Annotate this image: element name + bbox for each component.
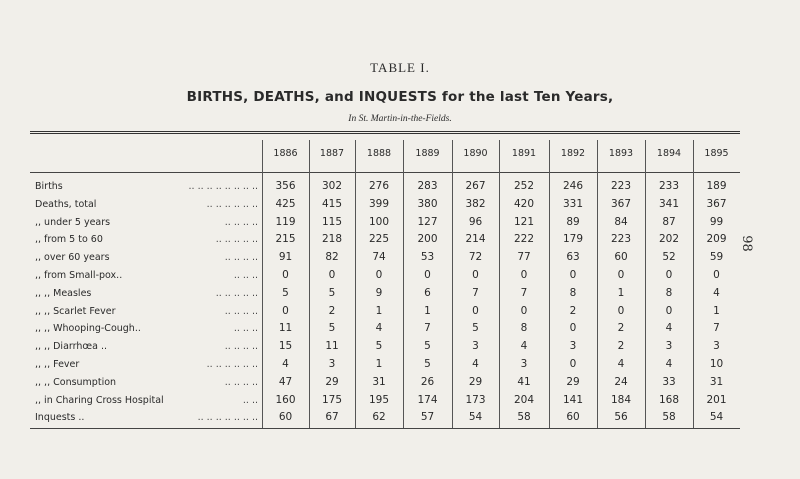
row-label: ,, over 60 years: [35, 252, 110, 264]
row-leader-dots: .. ..: [242, 394, 258, 406]
table-cell: 57: [420, 411, 435, 424]
row-label: ,, in Charing Cross Hospital: [35, 394, 164, 406]
table-cell: 100: [368, 215, 390, 228]
row-leader-dots: .. .. .. ..: [224, 252, 258, 264]
table-cell: 4: [375, 322, 383, 335]
table-cell: 58: [662, 411, 676, 424]
table-cell: 0: [569, 358, 577, 370]
table-cell: 4: [617, 358, 625, 370]
table-cell: 2: [617, 340, 625, 353]
table-cell: 214: [465, 233, 486, 246]
table-cell: 2: [617, 322, 625, 335]
table-cell: 331: [562, 197, 584, 210]
table-cell: 184: [610, 393, 632, 406]
table-cell: 173: [465, 393, 486, 406]
table-cell: 5: [424, 358, 431, 370]
table-cell: 54: [709, 411, 724, 424]
table-cell: 58: [517, 411, 531, 424]
table-cell: 1: [617, 286, 625, 299]
table-cell: 202: [658, 233, 680, 246]
table-cell: 0: [472, 304, 479, 317]
table-cell: 233: [658, 180, 680, 192]
table-cell: 1: [713, 304, 720, 317]
table-cell: 252: [513, 180, 535, 192]
row-label: ,, from Small-pox..: [35, 270, 123, 281]
table-cell: 3: [472, 340, 479, 353]
table-cell: 200: [417, 233, 438, 246]
table-cell: 5: [328, 322, 336, 335]
table-cell: 283: [417, 180, 438, 192]
table-cell: 4: [520, 340, 528, 353]
table-cell: 201: [706, 393, 727, 406]
year-header: 1888: [366, 148, 392, 159]
table-cell: 223: [610, 180, 632, 192]
table-cell: 3: [665, 340, 673, 353]
row-leader-dots: .. .. .. .. .. ..: [206, 359, 258, 370]
table-cell: 380: [417, 197, 438, 210]
table-cell: 4: [665, 358, 673, 370]
table-cell: 11: [325, 340, 339, 353]
table-cell: 2: [328, 304, 336, 317]
table-cell: 399: [368, 197, 390, 210]
table-cell: 175: [321, 393, 343, 406]
table-cell: 267: [465, 180, 486, 192]
table-cell: 127: [417, 215, 438, 228]
table-cell: 41: [517, 375, 531, 388]
table-cell: 7: [713, 322, 720, 335]
table-cell: 62: [372, 411, 386, 424]
table-cell: 4: [472, 358, 479, 370]
table-place-caption: In St. Martin-in-the-Fields.: [348, 114, 452, 124]
table-cell: 218: [321, 233, 343, 246]
row-leader-dots: .. .. .. .. .. .. ..: [197, 412, 258, 424]
table-cell: 6: [424, 286, 431, 299]
table-cell: 115: [321, 215, 343, 228]
table-cell: 179: [562, 233, 584, 246]
row-leader-dots: .. .. ..: [233, 323, 258, 335]
table-cell: 3: [520, 358, 528, 370]
table-cell: 63: [566, 251, 580, 264]
row-leader-dots: .. .. ..: [233, 270, 258, 281]
table-cell: 96: [468, 215, 483, 228]
table-cell: 209: [706, 233, 727, 246]
table-cell: 47: [278, 375, 293, 388]
row-label: ,, ,, Measles: [35, 287, 92, 299]
year-header: 1895: [704, 148, 729, 159]
table-cell: 0: [472, 269, 479, 281]
year-header: 1889: [415, 148, 440, 159]
table-cell: 29: [325, 375, 339, 388]
table-cell: 7: [472, 286, 479, 299]
row-label: ,, ,, Diarrhœa ..: [35, 341, 107, 353]
table-cell: 60: [278, 411, 293, 424]
table-cell: 0: [665, 304, 673, 317]
table-cell: 1: [424, 304, 431, 317]
table-cell: 74: [372, 251, 386, 264]
table-cell: 420: [513, 197, 535, 210]
table-cell: 5: [282, 286, 289, 299]
row-leader-dots: .. .. .. .. .. .. .. ..: [188, 181, 258, 192]
table-cell: 24: [614, 375, 628, 388]
table-cell: 29: [468, 375, 483, 388]
row-leader-dots: .. .. .. ..: [224, 305, 258, 317]
table-cell: 0: [569, 269, 577, 281]
table-subtitle: BIRTHS, DEATHS, and INQUESTS for the last Ten Years,: [186, 89, 614, 105]
table-cell: 5: [328, 286, 336, 299]
table-cell: 56: [614, 411, 628, 424]
table-cell: 425: [275, 197, 296, 210]
table-cell: 31: [709, 375, 724, 388]
table-cell: 0: [520, 304, 528, 317]
row-leader-dots: .. .. .. .. ..: [215, 234, 258, 246]
table-cell: 168: [658, 393, 680, 406]
year-header: 1886: [273, 148, 298, 159]
row-label: ,, ,, Scarlet Fever: [35, 305, 116, 317]
row-leader-dots: .. .. .. .. ..: [215, 287, 258, 299]
table-cell: 367: [610, 197, 632, 210]
table-cell: 84: [614, 215, 628, 228]
table-cell: 7: [520, 286, 528, 299]
table-cell: 4: [665, 322, 673, 335]
table-cell: 195: [368, 393, 390, 406]
table-cell: 67: [325, 411, 339, 424]
row-label: ,, from 5 to 60: [35, 234, 103, 246]
row-label: Deaths, total: [35, 198, 97, 210]
table-cell: 121: [513, 215, 535, 228]
table-cell: 223: [610, 233, 632, 246]
table-cell: 99: [709, 215, 724, 228]
table-cell: 5: [424, 340, 431, 353]
table-cell: 1: [375, 358, 383, 370]
table-cell: 60: [614, 251, 628, 264]
table-cell: 276: [368, 180, 390, 192]
table-cell: 7: [424, 322, 431, 335]
table-cell: 367: [706, 197, 727, 210]
year-header: 1890: [463, 148, 488, 159]
table-cell: 189: [706, 180, 727, 192]
table-cell: 10: [709, 358, 724, 370]
table-cell: 11: [278, 322, 293, 335]
table-cell: 382: [465, 197, 486, 210]
table-cell: 87: [662, 215, 676, 228]
table-cell: 31: [372, 375, 386, 388]
table-top-rule: [30, 131, 740, 136]
table-cell: 60: [566, 411, 580, 424]
year-header: 1892: [560, 148, 586, 159]
table-cell: 54: [468, 411, 483, 424]
table-cell: 0: [424, 269, 431, 281]
table-cell: 225: [368, 233, 390, 246]
table-cell: 53: [420, 251, 435, 264]
table-title: TABLE I.: [370, 60, 430, 75]
table-cell: 246: [562, 180, 584, 192]
header-rule: [30, 172, 740, 173]
table-cell: 29: [566, 375, 580, 388]
table-cell: 0: [569, 322, 577, 335]
table-cell: 8: [569, 286, 577, 299]
table-cell: 0: [713, 269, 720, 281]
table-cell: 82: [325, 251, 339, 264]
row-label: ,, under 5 years: [35, 216, 111, 228]
table-cell: 174: [417, 393, 438, 406]
row-label: Inquests ..: [35, 412, 85, 424]
row-leader-dots: .. .. .. ..: [224, 216, 258, 228]
row-leader-dots: .. .. .. .. .. ..: [206, 198, 258, 210]
table-cell: 0: [617, 304, 625, 317]
table-cell: 0: [520, 269, 528, 281]
table-cell: 415: [321, 197, 343, 210]
table-cell: 341: [658, 197, 680, 210]
table-cell: 0: [282, 269, 289, 281]
table-cell: 3: [328, 358, 336, 370]
table-cell: 0: [617, 269, 625, 281]
table-cell: 0: [282, 304, 289, 317]
table-cell: 3: [713, 340, 720, 353]
year-header: 1893: [608, 148, 634, 159]
row-label: Births: [35, 181, 63, 192]
table-cell: 204: [513, 393, 535, 406]
row-label: ,, ,, Consumption: [35, 376, 117, 388]
table-cell: 5: [375, 340, 383, 353]
table-cell: 15: [278, 340, 293, 353]
table-cell: 160: [275, 393, 296, 406]
table-cell: 4: [282, 358, 289, 370]
table-bottom-rule: [30, 428, 740, 429]
table-cell: 141: [562, 393, 584, 406]
year-header: 1887: [319, 148, 345, 159]
table-cell: 89: [566, 215, 580, 228]
table-cell: 0: [328, 269, 336, 281]
table-cell: 9: [375, 286, 383, 299]
table-cell: 33: [662, 375, 676, 388]
table-cell: 8: [520, 322, 528, 335]
table-cell: 0: [375, 269, 383, 281]
year-header: 1891: [511, 148, 537, 159]
table-cell: 77: [517, 251, 531, 264]
table-cell: 52: [662, 251, 676, 264]
table-cell: 0: [665, 269, 673, 281]
table-cell: 5: [472, 322, 479, 335]
table-cell: 222: [513, 233, 535, 246]
row-leader-dots: .. .. .. ..: [224, 341, 258, 353]
table-cell: 215: [275, 233, 296, 246]
table-cell: 2: [569, 304, 577, 317]
table-cell: 4: [713, 286, 720, 299]
table-cell: 59: [709, 251, 724, 264]
table-cell: 302: [321, 180, 343, 192]
table-cell: 91: [278, 251, 293, 264]
row-label: ,, ,, Fever: [35, 359, 80, 370]
table-cell: 3: [569, 340, 577, 353]
year-header: 1894: [656, 148, 682, 159]
row-leader-dots: .. .. .. ..: [224, 376, 258, 388]
table-cell: 26: [420, 375, 435, 388]
table-cell: 356: [275, 180, 296, 192]
page-number: 98: [738, 235, 754, 252]
table-cell: 1: [375, 304, 383, 317]
row-label: ,, ,, Whooping-Cough..: [35, 323, 141, 335]
table-cell: 119: [275, 215, 296, 228]
table-cell: 72: [468, 251, 483, 264]
table-cell: 8: [665, 286, 673, 299]
